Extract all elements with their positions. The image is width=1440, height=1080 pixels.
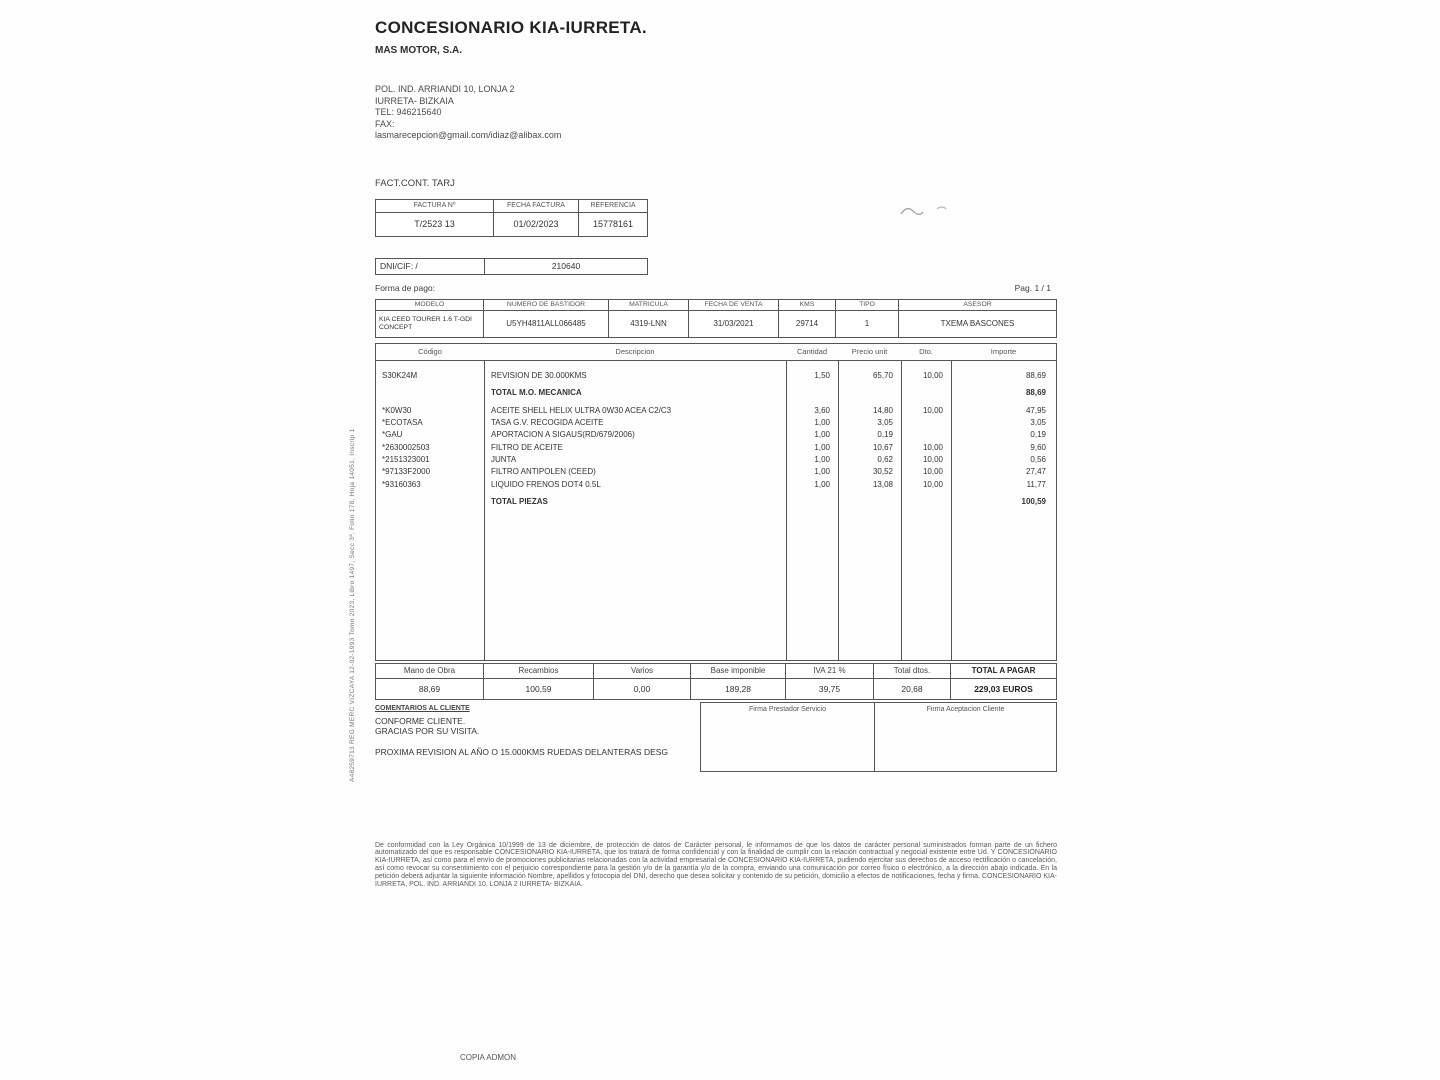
invoice-info-header-cell: FECHA FACTURA <box>494 200 579 212</box>
totals-header-cell: Varios <box>594 664 691 678</box>
items-body <box>376 361 1056 660</box>
vehicle-value-cell: KIA CEED TOURER 1.6 T-GDI CONCEPT <box>376 311 484 337</box>
items-cell-dto: 10,00 <box>922 371 943 381</box>
items-cell-importe: 11,77 <box>1026 479 1046 489</box>
items-cell-qty: 1,00 <box>814 442 830 452</box>
items-header-cell: Dto. <box>919 347 933 356</box>
items-cell-importe: 27,47 <box>1025 467 1046 477</box>
vehicle-header-cell: KMS <box>779 300 836 310</box>
items-row <box>376 441 1056 453</box>
totals-table <box>375 663 1057 700</box>
items-cell-qty: 1,00 <box>814 454 830 464</box>
items-cell-code: *93160363 <box>382 479 421 489</box>
items-header-cell: Importe <box>990 347 1017 356</box>
vehicle-header-cell: MODELO <box>376 300 484 310</box>
totals-value-cell: 100,59 <box>484 679 594 699</box>
items-cell-dto: 10,00 <box>922 454 943 464</box>
items-cell-price: 3,05 <box>877 418 893 428</box>
items-header-cell: Cantidad <box>796 347 828 356</box>
items-header-cell: Código <box>418 347 442 356</box>
totals-value-cell: 0,00 <box>594 679 691 699</box>
items-cell-desc: TOTAL M.O. MECANICA <box>491 388 582 398</box>
address-line: IURRETA- BIZKAIA <box>375 95 454 106</box>
items-cell-code: *2151323001 <box>382 454 430 464</box>
totals-value-row <box>376 679 1056 699</box>
vehicle-value-cell: 1 <box>836 311 899 337</box>
items-cell-desc: TOTAL PIEZAS <box>491 496 548 506</box>
invoice-info-header-cell: FACTURA Nº <box>376 200 494 212</box>
items-cell-code: *2630002503 <box>382 442 430 452</box>
items-cell-desc: FILTRO ANTIPOLEN (CEED) <box>491 467 596 477</box>
items-cell-dto: 10,00 <box>922 479 943 489</box>
dni-label: DNI/CIF: / <box>380 261 418 271</box>
vehicle-value-cell: 31/03/2021 <box>689 311 779 337</box>
items-header-cell: Descripcion <box>615 347 655 356</box>
items-cell-code: *97133F2000 <box>382 467 431 477</box>
vehicle-table <box>375 299 1057 338</box>
invoice-info-value-cell: 01/02/2023 <box>494 213 579 236</box>
items-cell-qty: 1,50 <box>814 371 830 381</box>
items-cell-qty: 1,00 <box>814 467 830 477</box>
totals-header-cell: TOTAL A PAGAR <box>971 666 1036 675</box>
items-row <box>376 370 1056 382</box>
items-cell-importe: 9,60 <box>1030 442 1046 452</box>
invoice-info-table <box>375 199 648 237</box>
items-cell-code: *K0W30 <box>382 405 412 415</box>
vehicle-value-cell: 29714 <box>779 311 836 337</box>
items-cell-importe: 3,05 <box>1030 418 1046 428</box>
address-fax: FAX: <box>375 118 395 129</box>
items-cell-dto: 10,00 <box>922 442 943 452</box>
items-header-row <box>376 344 1056 361</box>
vehicle-value-row <box>376 311 1056 337</box>
totals-header-cell: IVA 21 % <box>786 664 874 678</box>
items-row <box>376 466 1056 478</box>
items-cell-qty: 1,00 <box>814 418 830 428</box>
items-cell-importe: 47,95 <box>1025 405 1046 415</box>
comment-line: PROXIMA REVISION AL AÑO O 15.000KMS RUEDAS DELANTERAS DESG <box>375 746 669 757</box>
totals-header-cell: Recambios <box>484 664 594 678</box>
totals-value-cell: 39,75 <box>786 679 874 699</box>
address-line: POL. IND. ARRIANDI 10, LONJA 2 <box>375 84 515 94</box>
invoice-info-value-cell: T/2523 13 <box>376 213 494 236</box>
items-row <box>376 478 1056 490</box>
comments-section <box>375 702 1057 772</box>
vehicle-value-cell: 4319-LNN <box>609 311 689 337</box>
vehicle-header-cell: NUMERO DE BASTIDOR <box>484 300 609 310</box>
invoice-info-header-row <box>376 200 647 213</box>
items-cell-importe: 100,59 <box>1021 496 1046 506</box>
totals-value-cell: 20,68 <box>874 679 951 699</box>
signature-box-service: Firma Prestador Servicio <box>700 702 875 772</box>
totals-header-row <box>376 664 1056 679</box>
totals-value-cell: 229,03 EUROS <box>974 683 1033 694</box>
items-cell-price: 10,67 <box>872 442 893 452</box>
items-row <box>376 416 1056 428</box>
legal-text: De conformidad con la Ley Orgánica 10/1999 de 13 de diciembre, de protección de datos de Carácter personal, le informamos de que los datos de carácter personal suministrados forman parte de un fichero automatizado del que es responsable CONCESIONARIO KIA-IURRETA, que los tratará de forma confidencial y con la finalidad de cumplir con la relación contractual y negocial existente entre Ud. Y CONCESIONARIO KIA-IURRETA, así como para el envío de promociones publicitarias relacionadas con la actividad empresarial de CONCESIONARIO KIA-IURRETA, pudiendo ejercitar sus derechos de acceso rectificación o cancelación, así como revocar su consentimiento con el perjuicio correspondiente para la gestión y/o de la garantía y/o de la compra, enviando una comunicación por correo físico o electrónico, a la dirección abajo indicada. En la petición deberá adjuntar la siguiente información Nombre, apellidos y fotocopia del DNI, derecho que desea solicitar y contenido de su petición, domicilio a efectos de notificaciones, fecha y firma. CONCESIONARIO KIA-IURRETA, POL. IND. ARRIANDI 10, LONJA 2 IURRETA- BIZKAIA. <box>375 841 1057 889</box>
items-cell-dto: 10,00 <box>922 467 943 477</box>
comment-line: GRACIAS POR SU VISITA. <box>375 726 480 736</box>
comments-to-client <box>375 702 700 772</box>
signature-box-client: Firma Aceptacion Cliente <box>875 702 1057 772</box>
items-cell-price: 0,19 <box>877 430 893 440</box>
items-cell-qty: 1,00 <box>814 479 830 489</box>
vehicle-header-cell: ASESOR <box>963 301 992 308</box>
items-cell-qty: 3,60 <box>814 405 830 415</box>
items-cell-price: 14,80 <box>872 405 893 415</box>
items-cell-importe: 0,19 <box>1030 430 1046 440</box>
items-row <box>376 453 1056 465</box>
company-address-block <box>375 84 1057 142</box>
vehicle-header-cell: MATRICULA <box>609 300 689 310</box>
registry-side-text: A48259713 REG MERC VIZCAYA 12-02-1993 Tomo 2023, Libro 1497, Secc 3ª, Folio 178, Hoja 14051, Inscrip 1 <box>349 428 356 782</box>
items-cell-price: 13,08 <box>872 479 893 489</box>
comments-title: COMENTARIOS AL CLIENTE <box>375 704 470 712</box>
vehicle-header-cell: FECHA DE VENTA <box>689 300 779 310</box>
items-cell-desc: APORTACION A SIGAUS(RD/679/2006) <box>491 430 635 440</box>
items-cell-qty: 1,00 <box>814 430 830 440</box>
totals-value-cell: 189,28 <box>691 679 786 699</box>
invoice-content <box>375 0 1057 889</box>
items-cell-desc: FILTRO DE ACEITE <box>491 442 563 452</box>
company-name: CONCESIONARIO KIA-IURRETA. <box>375 18 647 37</box>
items-cell-desc: REVISION DE 30.000KMS <box>491 371 587 381</box>
vehicle-value-cell: U5YH4811ALL066485 <box>484 311 609 337</box>
items-cell-desc: JUNTA <box>491 454 517 464</box>
items-row <box>376 429 1056 441</box>
company-subname: MAS MOTOR, S.A. <box>375 45 463 56</box>
items-cell-desc: TASA G.V. RECOGIDA ACEITE <box>491 418 604 428</box>
address-email: lasmarecepcion@gmail.com/idiaz@alibax.com <box>375 130 562 140</box>
items-cell-desc: ACEITE SHELL HELIX ULTRA 0W30 ACEA C2/C3 <box>491 405 672 415</box>
copy-type-label: COPIA ADMON <box>460 1053 517 1062</box>
address-phone: TEL: 946215640 <box>375 107 442 117</box>
dni-box <box>375 258 648 275</box>
forma-de-pago-row <box>375 283 1057 293</box>
totals-header-cell: Total dtos. <box>874 664 951 678</box>
totals-header-cell: Base imponible <box>691 664 786 678</box>
items-cell-importe: 88,69 <box>1025 388 1046 398</box>
page-number: Pag. 1 / 1 <box>1014 282 1051 293</box>
vehicle-header-cell: TIPO <box>836 300 899 310</box>
items-cell-importe: 0,56 <box>1030 454 1046 464</box>
vehicle-header-row <box>376 300 1056 311</box>
items-row <box>376 495 1056 507</box>
totals-header-cell: Mano de Obra <box>376 664 484 678</box>
invoice-info-value-cell: 15778161 <box>592 219 634 229</box>
items-header-cell: Precio unit <box>851 347 888 356</box>
items-row <box>376 404 1056 416</box>
items-row <box>376 387 1056 399</box>
invoice-info-value-row <box>376 213 647 236</box>
comment-line: CONFORME CLIENTE. <box>375 715 466 726</box>
items-cell-price: 30,52 <box>872 467 893 477</box>
totals-value-cell: 88,69 <box>376 679 484 699</box>
invoice-info-header-cell: REFERENCIA <box>590 202 636 209</box>
document-type-label: FACT.CONT. TARJ <box>375 177 455 189</box>
vehicle-value-cell: TXEMA BASCONES <box>940 319 1015 328</box>
dni-value: 210640 <box>484 259 647 274</box>
items-cell-code: *GAU <box>382 430 403 440</box>
items-cell-price: 0,62 <box>877 454 893 464</box>
items-rows <box>376 361 1056 508</box>
items-cell-price: 65,70 <box>872 371 893 381</box>
items-cell-importe: 88,69 <box>1025 371 1046 381</box>
items-cell-dto: 10,00 <box>922 405 943 415</box>
items-cell-code: S30K24M <box>382 371 418 381</box>
forma-de-pago-label: Forma de pago: <box>375 282 436 293</box>
items-cell-desc: LIQUIDO FRENOS DOT4 0.5L <box>491 479 601 489</box>
line-items-table <box>375 343 1057 661</box>
items-cell-code: *ECOTASA <box>382 418 423 428</box>
